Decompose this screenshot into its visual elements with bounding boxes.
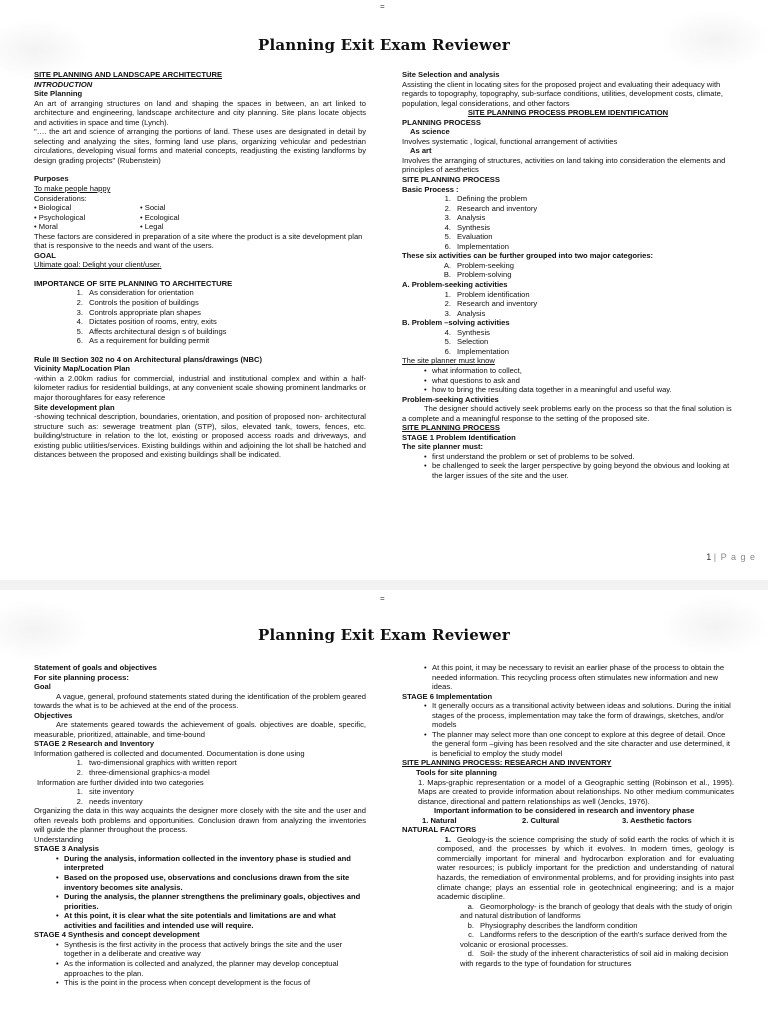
goal-line: Ultimate goal: Delight your client/user. bbox=[34, 260, 162, 270]
section-heading: SITE PLANNING PROCESS PROBLEM IDENTIFICATION bbox=[467, 108, 669, 118]
list-item: • As the information is collected and analyzed, the planner may develop conceptual approaches to the plan. bbox=[34, 959, 366, 978]
left-column bbox=[34, 663, 366, 988]
subheading: Site development plan bbox=[34, 402, 115, 412]
considerations-list bbox=[34, 203, 366, 232]
paragraph: -within a 2.00km radius for commercial, industrial and institutional complex and within a half-kilometer radius for residential buildings, at any convenient scale showing prominent landmarks or major thoroughfares for easy reference bbox=[34, 373, 366, 402]
list-item: • Psychological bbox=[34, 212, 86, 222]
subheading: STAGE 3 Analysis bbox=[34, 844, 99, 854]
list-item: 2. Controls the position of buildings bbox=[76, 298, 199, 308]
list-item: 1. two-dimensional graphics with written report bbox=[76, 758, 237, 768]
page-title: Planning Exit Exam Reviewer bbox=[258, 626, 510, 644]
subheading: STAGE 4 Synthesis and concept development bbox=[34, 930, 200, 940]
list-item: a. Geomorphology- is the branch of geology that deals with the study of origin and natural distribution of landforms bbox=[460, 901, 733, 921]
subheading: SITE PLANNING PROCESS bbox=[402, 175, 500, 185]
list-item: 3. Aesthetic factors bbox=[622, 815, 692, 825]
subheading: Goal bbox=[34, 682, 51, 692]
page-marker: = bbox=[380, 2, 385, 11]
subheading: Statement of goals and objectives bbox=[34, 663, 157, 672]
subheading: GOAL bbox=[34, 250, 56, 260]
right-column bbox=[402, 663, 734, 969]
paragraph: Are statements geared towards the achievement of goals. objectives are doable, specific, measurable, prioritized, attainable, and time-bound bbox=[34, 720, 366, 739]
subheading: Rule III Section 302 no 4 on Architectural plans/drawings (NBC) bbox=[34, 354, 262, 364]
paragraph: Involves the arranging of structures, activities on land taking into consideration the elements and principles of aesthetics bbox=[402, 155, 726, 175]
subheading: Objectives bbox=[34, 710, 73, 720]
list-item: 4. Synthesis bbox=[444, 327, 490, 337]
purpose-line: To make people happy bbox=[34, 184, 111, 194]
subheading: Purposes bbox=[34, 174, 69, 184]
importance-list bbox=[34, 288, 366, 345]
list-item: • The planner may select more than one concept to explore at this degree of detail. Once the general form –giving has been resolved and the site character and use determined, it is beneficial to employ the study model bbox=[402, 730, 734, 759]
list-item: • Ecological bbox=[140, 212, 180, 222]
subheading: STAGE 2 Research and Inventory bbox=[34, 739, 155, 749]
subheading: These six activities can be further grouped into two major categories: bbox=[402, 251, 654, 261]
right-column bbox=[402, 70, 734, 481]
subheading: Tools for site planning bbox=[416, 768, 497, 778]
page-gap bbox=[0, 580, 768, 590]
list-item: 5. Selection bbox=[444, 337, 489, 347]
subheading: Basic Process : bbox=[402, 184, 459, 194]
list-item: 6. Implementation bbox=[444, 346, 509, 356]
subheading: The site planner must: bbox=[402, 442, 484, 452]
paragraph: An art of arranging structures on land and shaping the spaces in between, an art linked to architecture and engineering, landscape architecture and city planning. Site plans locate objects and activities in space and time (Lynch). bbox=[34, 98, 366, 127]
list-item: 1. Defining the problem bbox=[444, 194, 528, 204]
paragraph: A vague, general, profound statements stated during the identification of the problem geared towards the what is to be achieved at the end of the process. bbox=[34, 691, 366, 711]
subheading: INTRODUCTION bbox=[34, 79, 93, 89]
subheading: Important information to be considered in research and inventory phase bbox=[434, 806, 695, 816]
paragraph: Organizing the data in this way acquaints the designer more closely with the site and the user and often reveals both problems and opportunities. Conclusion drawn from analyzing the inventories will guide the planner throughout the process. bbox=[34, 806, 366, 835]
list-item: 2. Research and inventory bbox=[444, 203, 538, 213]
subheading: Site Planning bbox=[34, 89, 83, 99]
list-item: 3. Controls appropriate plan shapes bbox=[76, 307, 201, 317]
subheading: STAGE 1 Problem Identification bbox=[402, 432, 516, 442]
page-number: 1 | P a g e bbox=[706, 552, 756, 562]
list-item: 4. Dictates position of rooms, entry, exits bbox=[76, 317, 217, 327]
list-item: 2. three-dimensional graphics-a model bbox=[76, 768, 210, 778]
list-item: c. Landforms refers to the description of the earth's surface derived from the volcanic or erosional processes. bbox=[460, 930, 728, 949]
list-item: A. Problem-seeking bbox=[443, 260, 514, 270]
subheading: For site planning process: bbox=[34, 672, 129, 682]
list-item: 5. Evaluation bbox=[444, 232, 493, 242]
list-item: 1. Problem identification bbox=[444, 289, 530, 299]
subheading: NATURAL FACTORS bbox=[402, 825, 477, 835]
list-item: B. Problem-solving bbox=[443, 270, 512, 280]
subheading: IMPORTANCE OF SITE PLANNING TO ARCHITECTURE bbox=[34, 278, 233, 288]
list-item: 3. Analysis bbox=[444, 308, 486, 318]
subheading: B. Problem –solving activities bbox=[402, 318, 510, 328]
list-item: • be challenged to seek the larger perspective by going beyond the obvious and looking at the larger issues of the site and the user. bbox=[402, 461, 734, 480]
list-item: • It generally occurs as a transitional activity between ideas and solutions. During the initial stages of the process, implementation may take the form of drawings, sketches, and/or models bbox=[402, 701, 734, 730]
list-item: 1. Geology-is the science comprising the study of solid earth the rocks of which it is composed, and the processes by which it evolves. In modern times, geology is commercially important for mineral and hydrocarbon exploration and for evaluating water resources; is publicly important for the prediction and understanding of natural hazards, the remediation of environmental problems, and for providing insights into past climate change; plays an essential role in geotechnical engineering; and is a major academic discipline. bbox=[437, 834, 734, 902]
list-item: 1. Natural bbox=[422, 815, 457, 825]
subheading: The site planner must know bbox=[402, 356, 495, 366]
subheading: PLANNING PROCESS bbox=[402, 117, 481, 127]
subheading: As science bbox=[410, 127, 450, 137]
list-item: • At this point, it is clear what the site potentials and limitations are and what activities and facilities and intended use will require. bbox=[34, 911, 366, 930]
subheading: STAGE 6 Implementation bbox=[402, 691, 493, 701]
list-item: • Social bbox=[140, 203, 166, 213]
paragraph: These factors are considered in preparation of a site where the product is a site development plan that is responsive to the needs and want of the users. bbox=[34, 231, 363, 251]
page-2 bbox=[0, 590, 768, 1024]
subheading: Vicinity Map/Location Plan bbox=[34, 364, 131, 374]
paragraph: Information gathered is collected and documented. Documentation is done using bbox=[34, 748, 305, 758]
paragraph: 1. Maps-graphic representation or a model of a Geographic setting (Robinson et al., 1995). Maps are created to provide information about relationships. No other medium communicates distance, directional and pattern relationships as well (Jencks, 1976). bbox=[418, 777, 734, 806]
paragraph: Assisting the client in locating sites for the proposed project and evaluating their adequacy with regards to topography, topography, sub-surface conditions, utilities, development costs, climate, population, legal considerations, and other factors bbox=[402, 79, 723, 108]
list-item: • Synthesis is the first activity in the process that actively brings the site and the user together in a deliberate and creative way bbox=[34, 940, 366, 959]
list-item: • first understand the problem or set of problems to be solved. bbox=[402, 452, 734, 462]
list-item: 2. Research and inventory bbox=[444, 299, 538, 309]
subheading: As art bbox=[410, 146, 432, 156]
paragraph: "…. the art and science of arranging the portions of land. These uses are designated in detail by selecting and analyzing the sites, forming land use plans, organizing vehicular and pedestrian circulations, developing visual forms and material concepts, readjusting the existing landforms by design grading projects" (Rubenstein) bbox=[34, 127, 366, 165]
paragraph: Information are further divided into two categories bbox=[37, 777, 204, 787]
list-item: • what information to collect, bbox=[402, 366, 734, 376]
list-item: b. Physiography describes the landform condition bbox=[467, 920, 638, 930]
list-item: • Legal bbox=[140, 222, 164, 232]
paragraph: The designer should actively seek problems early on the process so that the final solution is a complete and a meaningful response to the setting of the proposed site. bbox=[402, 404, 732, 423]
subheading: Problem-seeking Activities bbox=[402, 394, 499, 404]
considerations-label: Considerations: bbox=[34, 193, 87, 203]
paragraph: -showing technical description, boundaries, orientation, and position of proposed non- architectural structure such as: sewerage treatment plan (STP), silos, elevated tank, towers, fences, etc. building/structure in relation to the lot, existing or proposed access roads and driveways, and existing public utilities/services. Existing buildings within and adjoining the lot shall be hatched and distances between the proposed and existing buildings shall be indicated. bbox=[34, 412, 366, 460]
paragraph: Involves systematic , logical, functional arrangement of activities bbox=[402, 136, 618, 146]
list-item: • how to bring the resulting data together in a meaningful and useful way. bbox=[402, 385, 734, 395]
list-item: • During the analysis, information collected in the inventory phase is studied and interpreted bbox=[34, 854, 366, 873]
list-item: 2. needs inventory bbox=[76, 796, 143, 806]
page-marker: = bbox=[380, 594, 385, 603]
list-item: 5. Affects architectural design s of buildings bbox=[76, 326, 227, 336]
list-item: d. Soil- the study of the inherent characteristics of soil aid in making decision with regards to the type of foundation for structures bbox=[460, 949, 729, 968]
subheading: SITE PLANNING PROCESS bbox=[402, 423, 500, 433]
page-title: Planning Exit Exam Reviewer bbox=[258, 36, 510, 54]
list-item: • This is the point in the process when concept development is the focus of bbox=[34, 978, 366, 988]
list-item: • Biological bbox=[34, 203, 72, 213]
paragraph: Understanding bbox=[34, 834, 84, 844]
list-item: 3. Analysis bbox=[444, 213, 486, 223]
left-column bbox=[34, 70, 366, 460]
list-item: • During the analysis, the planner strengthens the preliminary goals, objectives and priorities. bbox=[34, 892, 366, 911]
list-item: 1. site inventory bbox=[76, 787, 134, 797]
list-item: • Moral bbox=[34, 222, 58, 232]
section-heading: SITE PLANNING AND LANDSCAPE ARCHITECTURE bbox=[34, 70, 223, 79]
list-item: 1. As consideration for orientation bbox=[76, 288, 194, 298]
subheading: Site Selection and analysis bbox=[402, 70, 500, 79]
list-item: • At this point, it may be necessary to revisit an earlier phase of the process to obtain the needed information. This recycling process often stimulates new information and new ideas. bbox=[402, 663, 734, 692]
section-heading: SITE PLANNING PROCESS: RESEARCH AND INVENTORY bbox=[402, 758, 612, 768]
list-item: • Based on the proposed use, observations and conclusions drawn from the site inventory becomes site analysis. bbox=[34, 873, 366, 892]
subheading: A. Problem-seeking activities bbox=[402, 280, 508, 290]
list-item: 6. Implementation bbox=[444, 241, 509, 251]
list-item: 2. Cultural bbox=[522, 815, 560, 825]
list-item: • what questions to ask and bbox=[402, 376, 734, 386]
basic-process-list bbox=[402, 194, 734, 251]
list-item: 4. Synthesis bbox=[444, 222, 490, 232]
factor-list bbox=[402, 816, 734, 826]
list-item: 6. As a requirement for building permit bbox=[76, 336, 210, 346]
